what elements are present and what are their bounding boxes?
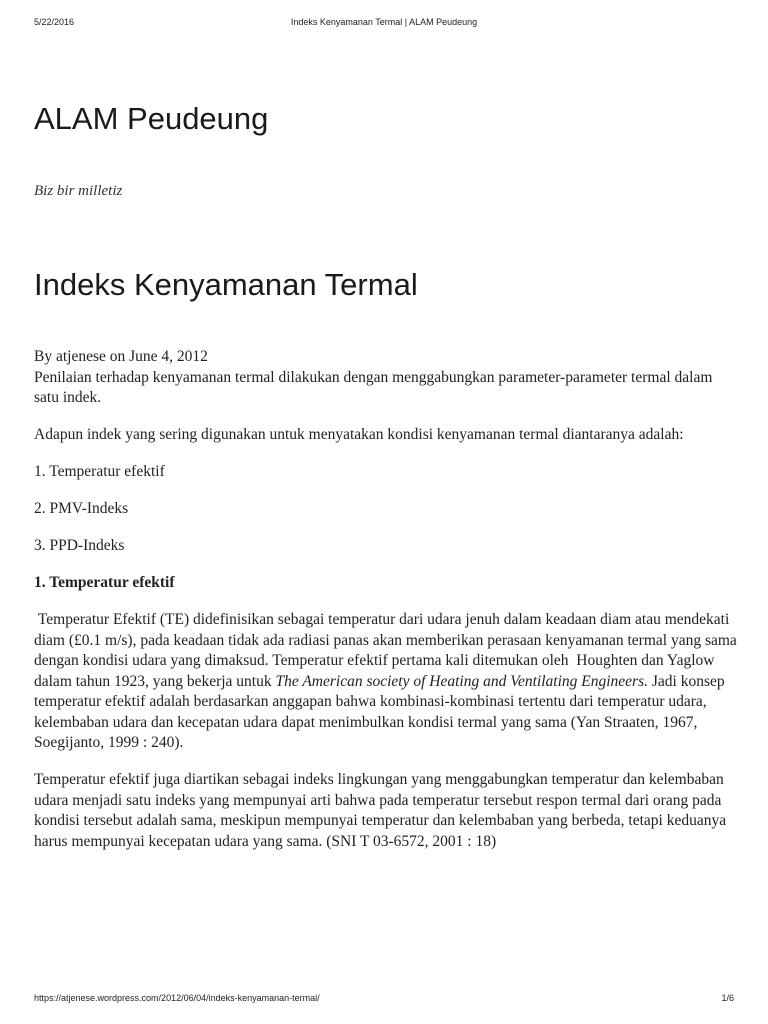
intro-paragraph: Penilaian terhadap kenyamanan termal dilakukan dengan menggabungkan parameter-parameter termal dalam satu indek.	[34, 368, 713, 406]
section-heading-text: 1. Temperatur efektif	[34, 574, 175, 591]
page-number: 1/6	[721, 993, 734, 1003]
organization-name: The American society of Heating and Ventilating Engineers.	[275, 672, 648, 690]
print-date: 5/22/2016	[34, 17, 75, 27]
post-title[interactable]: Indeks Kenyamanan Termal	[34, 267, 418, 302]
definition-text-2: Jadi konsep temperatur efektif adalah berdasarkan anggapan bahwa kombinasi-kombinasi tertentu dari temperatur udara, kelembaban udara dan kecepatan udara dapat menimbulkan kondisi termal yang sama (Yan Straaten, 1967, Soegijanto, 1999 : 240).	[34, 672, 729, 751]
site-title[interactable]: ALAM Peudeung	[34, 101, 269, 136]
post-content	[34, 347, 740, 869]
list-item: 3. PPD-Indeks	[34, 537, 125, 554]
definition-paragraph	[34, 610, 740, 754]
print-header-title: Indeks Kenyamanan Termal | ALAM Peudeung	[290, 17, 478, 27]
list-intro-paragraph: Adapun indek yang sering digunakan untuk menyatakan kondisi kenyamanan termal diantaranya adalah:	[34, 426, 684, 443]
print-footer-url: https://atjenese.wordpress.com/2012/06/04/indeks-kenyamanan-termal/	[34, 993, 320, 1003]
definition-text-1: Temperatur Efektif (TE) didefinisikan sebagai temperatur dari udara jenuh dalam keadaan diam atau mendekati diam (£0.1 m/s), pada keadaan tidak ada radiasi panas akan memberikan perasaan kenyamanan termal yang sama dengan kondisi udara yang dimaksud. Temperatur efektif pertama kali ditemukan oleh Houghten dan Yaglow dalam tahun 1923, yang bekerja untuk	[34, 611, 741, 690]
site-tagline: Biz bir milletiz	[34, 183, 123, 199]
section-heading	[34, 573, 740, 594]
post-byline: By atjenese on June 4, 2012	[34, 348, 208, 365]
list-item: 2. PMV-Indeks	[34, 500, 129, 517]
second-paragraph: Temperatur efektif juga diartikan sebagai indeks lingkungan yang menggabungkan temperatur dan kelembaban udara menjadi satu indeks yang mempunyai arti bahwa pada temperatur tersebut respon termal dari orang pada kondisi tersebut adalah sama, meskipun mempunyai temperatur dan kelembaban yang berbeda, tetapi keduanya harus mempunyai kecepatan udara yang sama. (SNI T 03-6572, 2001 : 18)	[34, 771, 727, 850]
list-item: 1. Temperatur efektif	[34, 463, 165, 480]
